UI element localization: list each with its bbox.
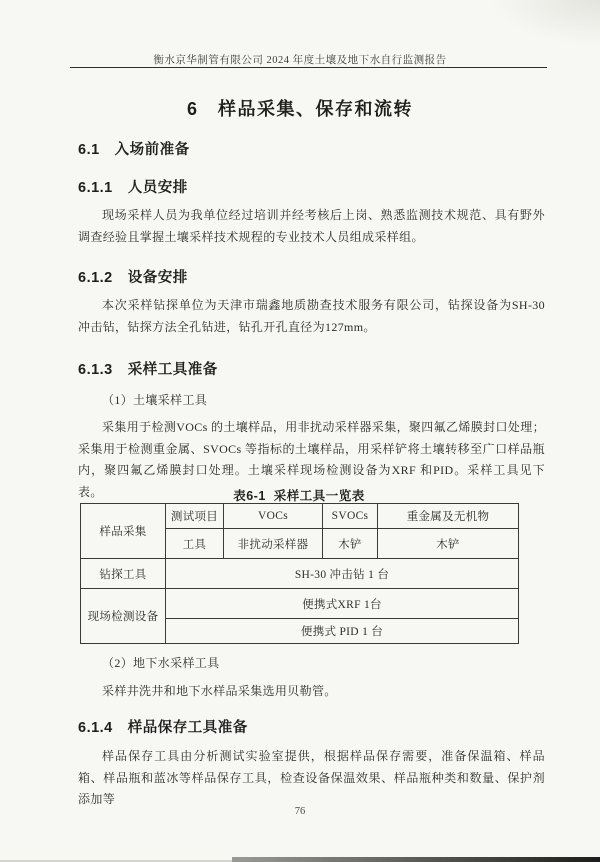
scan-artifact-bottom-edge <box>232 857 600 862</box>
paragraph-soil-tools: 采集用于检测VOCs 的土壤样品，用非扰动采样器采集，聚四氟乙烯膜封口处理；采集用于检测重金属、SVOCs 等指标的土壤样品，用采样铲将土壤转移至广口样品瓶内，聚四氟乙烯膜封口处理。土壤采样现场检测设备为XRF 和PID。采样工具见下表。 <box>78 420 545 499</box>
cell-vocs: VOCs <box>224 504 323 529</box>
paragraph-preservation-tools: 样品保存工具由分析测试实验室提供，根据样品保存需要，准备保温箱、样品箱、样品瓶和蓝冰等样品保存工具，检查设备保温效果、样品瓶种类和数量、保护剂添加等 <box>78 749 545 806</box>
heading-6-1-3: 6.1.3 采样工具准备 <box>78 362 218 378</box>
cell-tool-label: 工具 <box>166 529 224 559</box>
heading-6-1-1: 6.1.1 人员安排 <box>78 180 188 196</box>
cell-tool-metals: 木铲 <box>378 529 519 559</box>
paragraph-equipment: 本次采样钻探单位为天津市瑞鑫地质勘查技术服务有限公司，钻探设备为SH-30 冲击钻，钻探方法全孔钻进，钻孔开孔直径为127mm。 <box>78 298 545 334</box>
item-label-soil-tools: （1）土壤采样工具 <box>102 393 208 407</box>
cell-field-pid: 便携式 PID 1 台 <box>166 619 519 644</box>
cell-test-item-label: 测试项目 <box>166 504 224 529</box>
scan-artifact-corner <box>490 0 600 46</box>
cell-field-xrf: 便携式XRF 1台 <box>166 589 519 619</box>
cell-tool-vocs: 非扰动采样器 <box>224 529 323 559</box>
cell-sample-collection: 样品采集 <box>81 504 166 559</box>
chapter-title: 6 样品采集、保存和流转 <box>186 99 413 119</box>
table-caption: 表6-1 采样工具一览表 <box>233 489 365 503</box>
heading-6-1-4: 6.1.4 样品保存工具准备 <box>78 720 248 736</box>
sampling-tools-table <box>80 503 519 644</box>
heading-6-1: 6.1 入场前准备 <box>78 142 190 158</box>
cell-svocs: SVOCs <box>323 504 378 529</box>
cell-drill-value: SH-30 冲击钻 1 台 <box>166 559 519 589</box>
cell-drill-label: 钻探工具 <box>81 559 166 589</box>
page-number: 76 <box>294 806 306 817</box>
paragraph-personnel: 现场采样人员为我单位经过培训并经考核后上岗、熟悉监测技术规范、具有野外调查经验且掌握土壤采样技术规程的专业技术人员组成采样组。 <box>78 208 545 244</box>
heading-6-1-2: 6.1.2 设备安排 <box>78 270 188 286</box>
cell-field-device-label: 现场检测设备 <box>81 589 166 644</box>
page-header: 衡水京华制管有限公司 2024 年度土壤及地下水自行监测报告 <box>153 55 447 66</box>
item-label-groundwater-tools: （2）地下水采样工具 <box>102 656 220 670</box>
cell-metals: 重金属及无机物 <box>378 504 519 529</box>
header-rule <box>70 67 547 68</box>
cell-tool-svocs: 木铲 <box>323 529 378 559</box>
paragraph-groundwater-tools: 采样井洗井和地下水样品采集选用贝勒管。 <box>102 684 337 698</box>
